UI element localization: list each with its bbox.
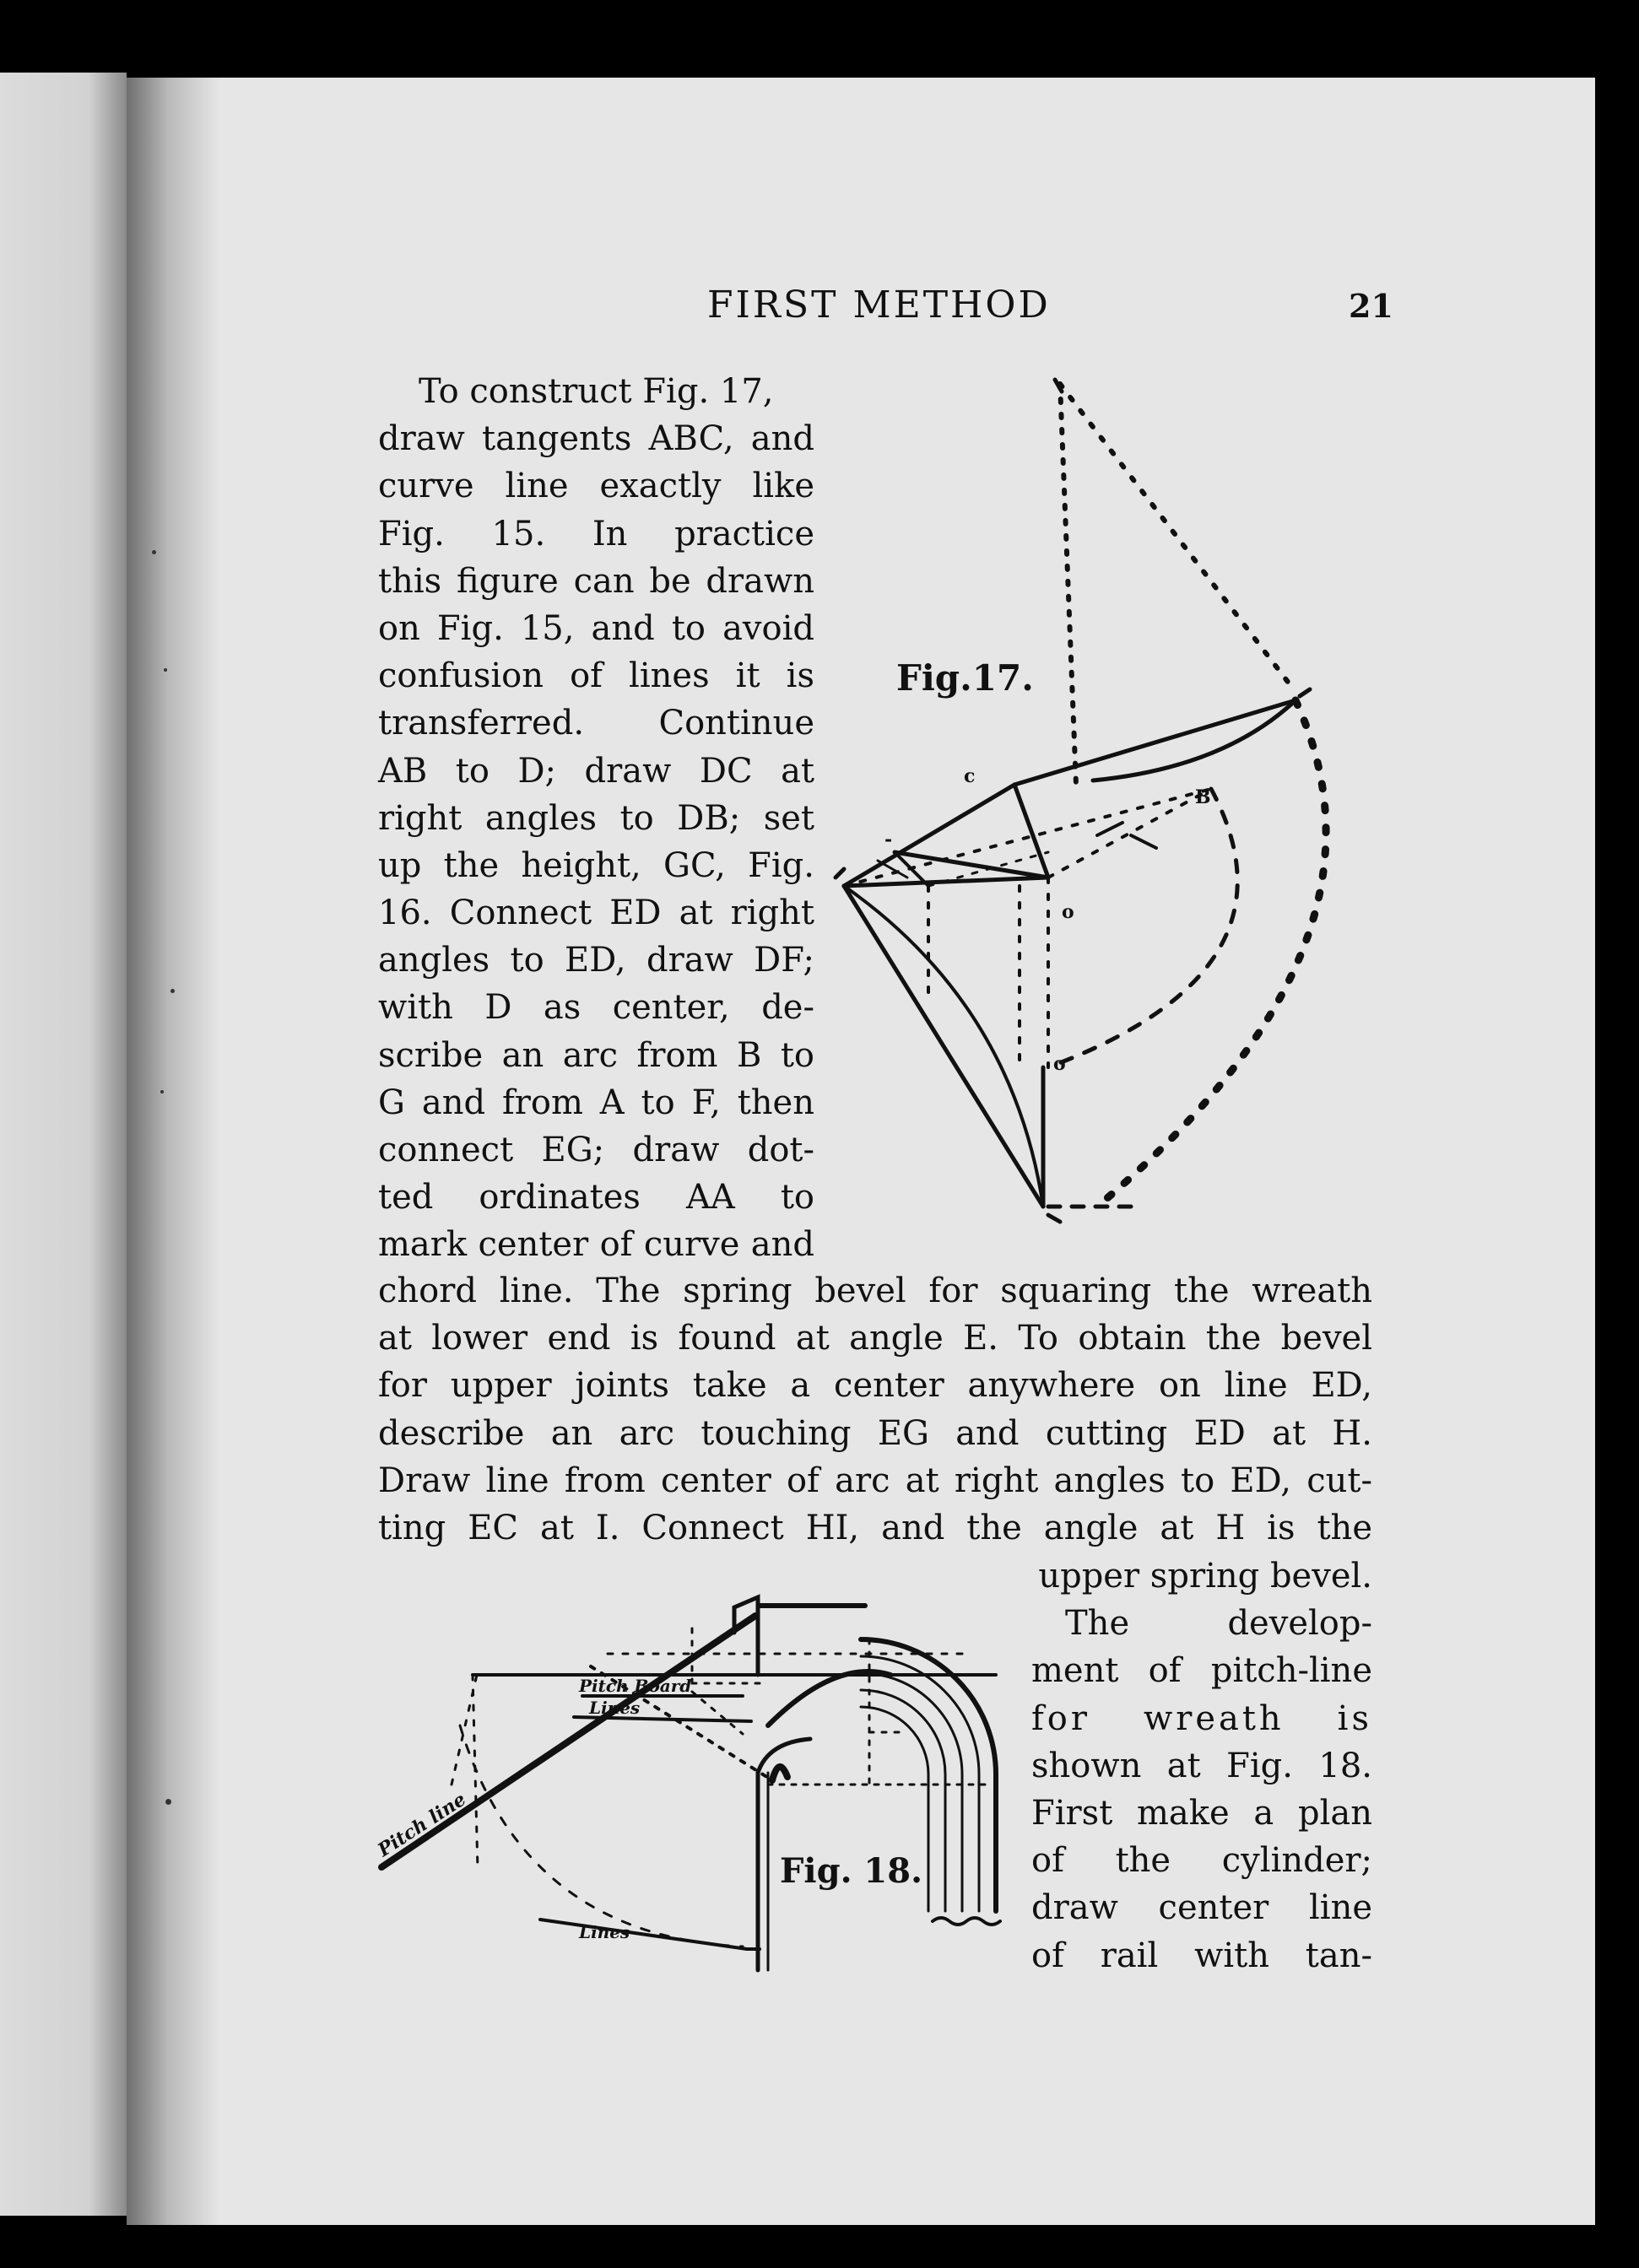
running-head: FIRST METHOD <box>707 284 1051 327</box>
text-line: draw center line <box>1031 1888 1372 1928</box>
figure-17-label: Fig.17. <box>896 657 1034 699</box>
figure-17 <box>827 363 1367 1257</box>
lines-label: Lines <box>589 1698 641 1718</box>
text-line: ting EC at I. Connect HI, and the angle at H is the <box>378 1508 1372 1547</box>
full-width-text-block <box>378 1267 1372 1552</box>
text-line: 16. Connect ED at right <box>378 894 814 933</box>
text-line: scribe an arc from B to <box>378 1035 814 1075</box>
text-line: for upper joints take a center anywhere on line ED, <box>378 1366 1372 1406</box>
text-line: G and from A to F, then <box>378 1083 814 1122</box>
right-column-text-block <box>1031 1552 1372 1979</box>
label-glyph: o <box>1062 901 1074 923</box>
text-line: right angles to DB; set <box>378 798 814 838</box>
text-line: confusion of lines it is <box>378 656 814 696</box>
text-line: chord line. The spring bevel for squaring the wreath <box>378 1272 1372 1310</box>
speck <box>165 1799 171 1805</box>
column-text-block <box>378 368 814 1269</box>
pitch-board-label: Pitch Board <box>579 1676 692 1696</box>
figure-18 <box>371 1574 1038 2000</box>
pitch-line-label: Pitch line <box>374 1788 470 1862</box>
text-line: describe an arc touching EG and cutting ED at H. <box>378 1413 1372 1453</box>
text-line: To construct Fig. 17, <box>419 372 774 411</box>
text-line: mark center of curve and <box>378 1225 814 1265</box>
text-line: draw tangents ABC, and <box>378 419 814 459</box>
page-gutter-shadow <box>127 78 219 2225</box>
label-glyph: - <box>884 829 893 850</box>
text-line: on Fig. 15, and to avoid <box>378 608 814 648</box>
text-line: shown at Fig. 18. <box>1031 1746 1372 1785</box>
label-glyph: o <box>1053 1053 1066 1075</box>
speck <box>152 550 156 554</box>
speck <box>164 668 167 672</box>
text-line: AB to D; draw DC at <box>378 751 814 791</box>
left-page-edge <box>0 73 127 2216</box>
text-line: transferred. Continue <box>378 704 814 743</box>
speck <box>170 989 175 993</box>
text-line: upper spring bevel. <box>1038 1557 1372 1596</box>
text-line: up the height, GC, Fig. <box>378 845 814 885</box>
text-line: curve line exactly like <box>378 467 814 506</box>
text-line: ment of pitch-line <box>1031 1651 1372 1691</box>
page-number: 21 <box>1349 287 1393 325</box>
text-line: of rail with tan- <box>1031 1936 1372 1975</box>
text-line: Fig. 15. In practice <box>378 514 814 554</box>
text-line: at lower end is found at angle E. To obtain the bevel <box>378 1319 1372 1358</box>
figure-18-label: Fig. 18. <box>780 1851 923 1891</box>
text-line: for wreath is <box>1031 1698 1372 1738</box>
lines-label: Lines <box>579 1922 630 1942</box>
text-line: this figure can be drawn <box>378 561 814 601</box>
text-line: The develop- <box>1065 1604 1372 1644</box>
text-line: with D as center, de- <box>378 988 814 1028</box>
text-line: connect EG; draw dot- <box>378 1131 814 1169</box>
text-line: of the cylinder; <box>1031 1841 1372 1881</box>
text-line: Draw line from center of arc at right angles to ED, cut- <box>378 1461 1372 1500</box>
label-glyph: c <box>964 765 976 787</box>
speck <box>160 1090 164 1094</box>
text-line: First make a plan <box>1031 1793 1372 1833</box>
text-line: ted ordinates AA to <box>378 1178 814 1218</box>
text-line: angles to ED, draw DF; <box>378 941 814 980</box>
label-glyph: B <box>1195 786 1211 808</box>
